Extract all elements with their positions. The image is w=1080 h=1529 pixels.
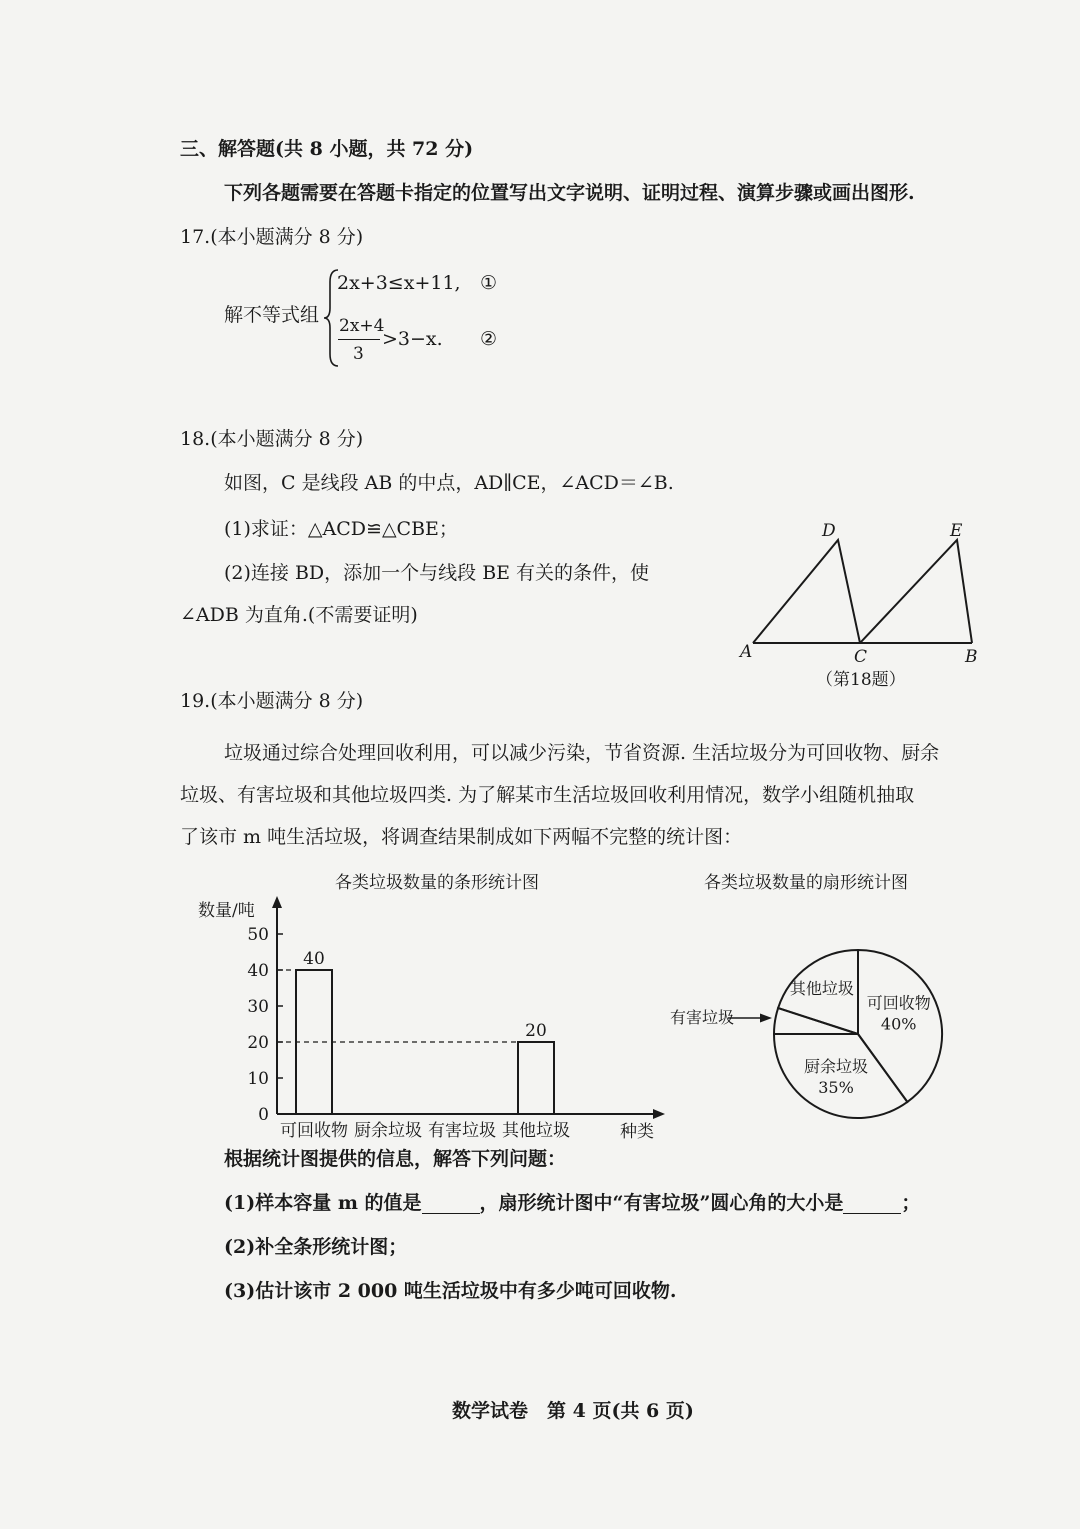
q17-lead: 解不等式组 bbox=[224, 304, 320, 326]
q17-fraction-bar bbox=[338, 339, 380, 340]
q19-question-1-end: ； bbox=[901, 1192, 921, 1214]
pie-chart bbox=[660, 862, 980, 1152]
point-label-b: B bbox=[965, 647, 978, 667]
section-title: 三、解答题(共 8 小题，共 72 分) bbox=[180, 138, 474, 160]
q19-question-1-b: ，扇形统计图中“有害垃圾”圆心角的大小是 bbox=[479, 1192, 844, 1214]
pie-chart-title: 各类垃圾数量的扇形统计图 bbox=[704, 873, 908, 893]
pie-slice-label: 其他垃圾 bbox=[789, 978, 854, 998]
point-label-e: E bbox=[950, 521, 963, 541]
pie-slice-label: 可回收物 bbox=[866, 993, 931, 1013]
bar-data-label: 40 bbox=[303, 949, 325, 969]
x-category-label: 其他垃圾 bbox=[502, 1121, 570, 1141]
q18-part-1: (1)求证：△ACD≌△CBE； bbox=[224, 518, 458, 540]
q19-question-1-a: (1)样本容量 m 的值是 bbox=[224, 1192, 422, 1214]
x-category-label: 可回收物 bbox=[280, 1121, 348, 1141]
harmful-pointer-arrow bbox=[760, 1014, 772, 1023]
bar-chart-title: 各类垃圾数量的条形统计图 bbox=[335, 873, 539, 893]
y-tick-label: 10 bbox=[247, 1069, 269, 1089]
q17-fraction-denominator: 3 bbox=[353, 344, 364, 364]
bar-chart-x-label: 种类 bbox=[620, 1122, 654, 1142]
q19-header: 19.(本小题满分 8 分) bbox=[180, 690, 364, 712]
q19-paragraph-line-1: 垃圾通过综合处理回收利用，可以减少污染，节省资源. 生活垃圾分为可回收物、厨余 bbox=[224, 742, 940, 764]
q19-question-2: (2)补全条形统计图； bbox=[224, 1236, 408, 1258]
figure-caption: （第18题） bbox=[816, 670, 906, 690]
answer-blank-angle bbox=[843, 1194, 901, 1214]
q19-question-3: (3)估计该市 2 000 吨生活垃圾中有多少吨可回收物. bbox=[224, 1280, 677, 1302]
x-category-label: 厨余垃圾 bbox=[354, 1121, 422, 1141]
bar-chart bbox=[180, 862, 680, 1152]
q19-paragraph-line-2: 垃圾、有害垃圾和其他垃圾四类. 为了解某市生活垃圾回收利用情况，数学小组随机抽取 bbox=[180, 784, 915, 806]
y-axis-arrow bbox=[272, 896, 282, 908]
q17-inequality-2-rest: >3−x. bbox=[382, 328, 443, 350]
pie-slice-label: 厨余垃圾 bbox=[803, 1057, 869, 1077]
pie-slice-percent: 40% bbox=[880, 1014, 917, 1034]
y-tick-label: 20 bbox=[247, 1033, 269, 1053]
q18-part-2-line-2: ∠ADB 为直角.(不需要证明) bbox=[180, 604, 418, 626]
q17-inequality-1: 2x+3≤x+11, bbox=[337, 272, 461, 294]
y-tick-label: 40 bbox=[247, 961, 269, 981]
q17-mark-2: ② bbox=[480, 328, 498, 350]
q19-after-charts: 根据统计图提供的信息，解答下列问题： bbox=[224, 1148, 567, 1170]
q18-figure bbox=[730, 512, 1000, 702]
q17-header: 17.(本小题满分 8 分) bbox=[180, 226, 364, 248]
q17-mark-1: ① bbox=[480, 272, 498, 294]
q17-fraction-numerator: 2x+4 bbox=[339, 316, 385, 336]
answer-blank-m bbox=[422, 1194, 480, 1214]
x-category-label: 有害垃圾 bbox=[428, 1121, 496, 1141]
q18-stem: 如图，C 是线段 AB 的中点，AD∥CE，∠ACD＝∠B. bbox=[224, 472, 674, 494]
point-label-a: A bbox=[740, 642, 753, 662]
bar-data-label: 20 bbox=[525, 1021, 547, 1041]
y-tick-label: 30 bbox=[247, 997, 269, 1017]
bar-chart-y-label: 数量/吨 bbox=[198, 901, 255, 921]
page-footer: 数学试卷 第 4 页(共 6 页) bbox=[452, 1400, 694, 1422]
point-label-d: D bbox=[822, 521, 836, 541]
y-tick-label: 50 bbox=[247, 925, 269, 945]
y-tick-label: 0 bbox=[258, 1105, 269, 1125]
point-label-c: C bbox=[854, 647, 868, 667]
triangle-cbe bbox=[860, 540, 972, 643]
pie-slice-percent: 35% bbox=[818, 1078, 854, 1098]
triangle-acd bbox=[753, 540, 860, 643]
q18-part-2-line-1: (2)连接 BD，添加一个与线段 BE 有关的条件，使 bbox=[224, 562, 650, 584]
bar bbox=[518, 1042, 554, 1114]
section-instruction: 下列各题需要在答题卡指定的位置写出文字说明、证明过程、演算步骤或画出图形. bbox=[224, 182, 915, 204]
q19-question-1 bbox=[224, 1194, 920, 1214]
q19-paragraph-line-3: 了该市 m 吨生活垃圾，将调查结果制成如下两幅不完整的统计图： bbox=[180, 826, 743, 848]
pie-slice-label-external: 有害垃圾 bbox=[670, 1008, 735, 1027]
q18-header: 18.(本小题满分 8 分) bbox=[180, 428, 364, 450]
